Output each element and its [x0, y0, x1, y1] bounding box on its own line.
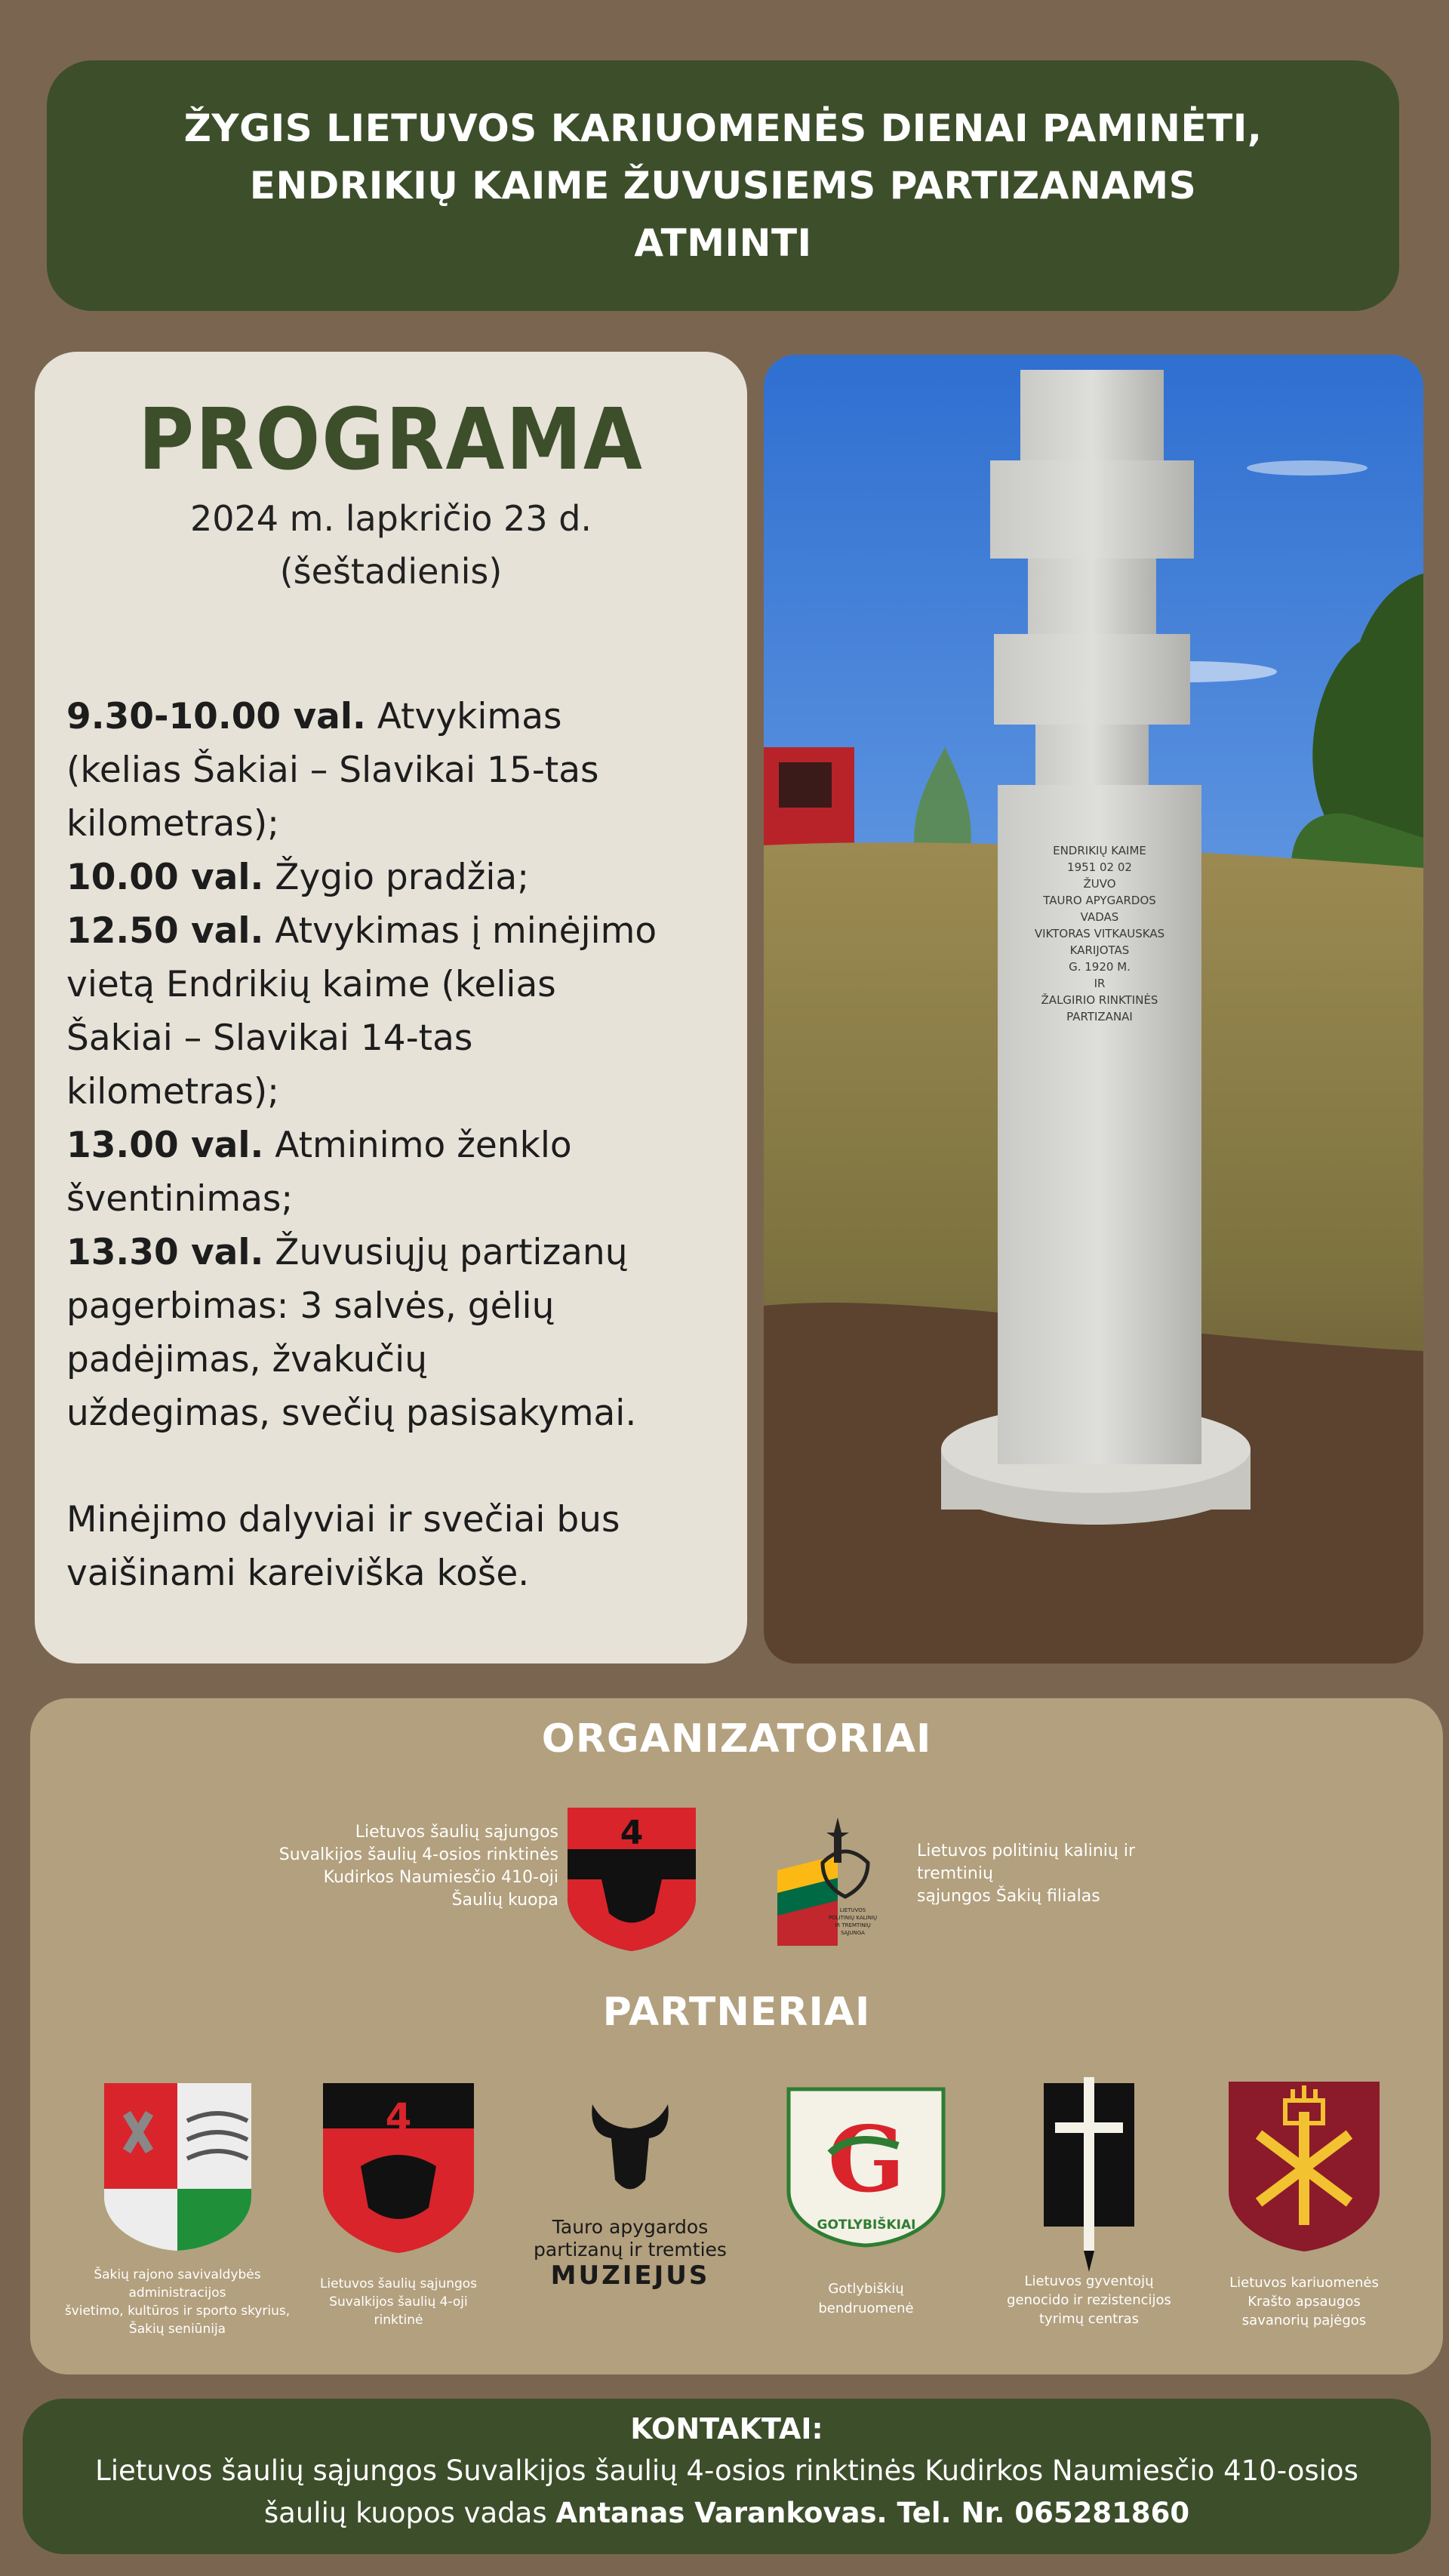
schedule-time: 9.30-10.00 val. — [66, 696, 366, 737]
header-line-2: ENDRIKIŲ KAIME ŽUVUSIEMS PARTIZANAMS — [249, 164, 1197, 208]
partner-label-line: Krašto apsaugos — [1247, 2294, 1361, 2310]
inscription-line: IR — [1094, 977, 1106, 990]
schedule-text: kilometras); — [66, 1071, 279, 1113]
schedule-time: 10.00 val. — [66, 857, 264, 898]
inscription-line: 1951 02 02 — [1067, 860, 1132, 874]
header-line-1: ŽYGIS LIETUVOS KARIUOMENĖS DIENAI PAMINĖTI, — [183, 106, 1263, 150]
svg-text:G: G — [827, 2107, 906, 2213]
partner-kasp-logo — [1229, 2082, 1380, 2251]
inscription-line: VADAS — [1080, 910, 1119, 924]
program-note — [66, 1493, 731, 1600]
organizer-right-text — [917, 1840, 1234, 1908]
inscription-line: KARIJOTAS — [1069, 943, 1130, 957]
schedule-item — [66, 1119, 731, 1226]
partner-label-line: bendruomenė — [818, 2301, 914, 2316]
organizer-left-line: Lietuvos šaulių sąjungos — [355, 1823, 558, 1842]
partner-sakiai-logo — [104, 2083, 251, 2251]
partner-label-line: rinktinė — [374, 2313, 423, 2328]
shield-number: 4 — [620, 1814, 644, 1852]
schedule-time: 13.00 val. — [66, 1125, 264, 1166]
program-card — [35, 352, 747, 1663]
logo-text-line: IR TREMTINIŲ — [835, 1922, 871, 1928]
partner-3-label — [521, 2216, 740, 2291]
schedule-text: kilometras); — [66, 803, 279, 845]
inscription-line: ŽUVO — [1083, 877, 1116, 891]
note-line: vaišinami kareiviška koše. — [66, 1553, 530, 1594]
schedule-text: padėjimas, žvakučių — [66, 1339, 427, 1380]
header-line-3: ATMINTI — [634, 221, 812, 265]
organizer-right-line: sąjungos Šakių filialas — [917, 1887, 1100, 1906]
partner-shauliai-logo — [323, 2083, 474, 2253]
partner-1-label — [53, 2266, 302, 2338]
logo-text: GOTLYBIŠKIAI — [817, 2217, 916, 2233]
schedule-time: 12.50 val. — [66, 910, 264, 952]
program-date-text: 2024 m. lapkričio 23 d. — [189, 498, 592, 539]
partner-label-line: Tauro apygardos — [552, 2216, 709, 2238]
inscription-line: TAURO APYGARDOS — [1043, 894, 1156, 907]
contacts-name-phone: Antanas Varankovas. Tel. Nr. 065281860 — [555, 2497, 1190, 2529]
partner-label-line: Lietuvos kariuomenės — [1229, 2275, 1379, 2291]
inscription-line: ŽALGIRIO RINKTINĖS — [1041, 993, 1158, 1007]
note-line: Minėjimo dalyviai ir svečiai bus — [66, 1499, 620, 1540]
header-banner — [47, 60, 1399, 311]
partner-2-label — [293, 2275, 504, 2329]
program-weekday: (šeštadienis) — [279, 551, 503, 592]
contacts-title: KONTAKTAI: — [630, 2412, 823, 2445]
inscription-line: ENDRIKIŲ KAIME — [1053, 844, 1146, 857]
organizer-right-line: tremtinių — [917, 1864, 993, 1883]
contacts-line-2 — [23, 2492, 1431, 2534]
schedule-text: Atvykimas į minėjimo — [263, 910, 657, 952]
schedule-item — [66, 904, 731, 1119]
partner-4-label — [777, 2279, 955, 2319]
schedule-time: 13.30 val. — [66, 1232, 264, 1273]
partner-gotlybiskiai-logo — [785, 2085, 947, 2248]
partner-label-line: Šakių rajono savivaldybės — [94, 2267, 261, 2282]
schedule-item — [66, 690, 731, 851]
partner-6-label — [1198, 2273, 1410, 2330]
schedule-text: Atminimo ženklo — [263, 1125, 572, 1166]
contacts-line-2-prefix: šaulių kuopos vadas — [263, 2497, 556, 2529]
logo-text-line: POLITINIŲ KALINIŲ — [828, 1915, 878, 1921]
program-date — [35, 492, 747, 598]
schedule-text: Atvykimas — [365, 696, 562, 737]
partner-label-line: Lietuvos gyventojų — [1024, 2273, 1154, 2289]
partner-label-line: administracijos — [128, 2285, 226, 2301]
partner-label-line: Lietuvos šaulių sąjungos — [319, 2276, 478, 2291]
organizer-left-text — [181, 1821, 558, 1912]
inscription-line: PARTIZANAI — [1066, 1010, 1133, 1023]
schedule-text: Žygio pradžia; — [263, 857, 530, 898]
partner-label-line: genocido ir rezistencijos — [1007, 2292, 1171, 2308]
contacts-line-1: Lietuvos šaulių sąjungos Suvalkijos šaulių 4-osios rinktinės Kudirkos Naumiesčio 410-osios — [95, 2454, 1358, 2487]
organizer-right-line: Lietuvos politinių kalinių ir — [917, 1842, 1135, 1860]
partner-museum-bull-icon — [581, 2097, 679, 2202]
logo-text-line: SĄJUNGA — [841, 1930, 865, 1936]
partner-label-line: švietimo, kultūros ir sporto skyrius, — [64, 2304, 291, 2319]
schedule-text: pagerbimas: 3 salvės, gėlių — [66, 1285, 555, 1327]
partner-label-line: Šakių seniūnija — [128, 2322, 226, 2337]
organizer-left-line: Suvalkijos šaulių 4-osios rinktinės — [278, 1845, 558, 1864]
inscription-line: VIKTORAS VITKAUSKAS — [1034, 927, 1165, 940]
schedule-item — [66, 851, 731, 904]
schedule-text: Šakiai – Slavikai 14-tas — [66, 1017, 473, 1059]
shield-number: 4 — [385, 2095, 412, 2139]
political-prisoners-logo — [762, 1810, 891, 1953]
organizer-left-line: Kudirkos Naumiesčio 410-oji — [323, 1868, 558, 1887]
program-title: PROGRAMA — [138, 391, 644, 489]
partner-label-line: Suvalkijos šaulių 4-oji — [329, 2294, 468, 2310]
schedule-text: vietą Endrikių kaime (kelias — [66, 964, 556, 1005]
organizers-title: ORGANIZATORIAI — [541, 1716, 932, 1762]
inscription-line: G. 1920 M. — [1069, 960, 1131, 974]
partners-title: PARTNERIAI — [602, 1990, 871, 2035]
schedule-text: uždegimas, svečių pasisakymai. — [66, 1393, 637, 1434]
partner-5-label — [987, 2272, 1191, 2328]
organizers-partners-card — [30, 1698, 1443, 2374]
partner-label-line: partizanų ir tremties — [534, 2239, 727, 2261]
museum-label: MUZIEJUS — [550, 2261, 710, 2291]
schedule-item — [66, 1226, 731, 1440]
monument-photo — [764, 355, 1423, 1663]
partner-label-line: tyrimų centras — [1038, 2311, 1140, 2327]
partner-label-line: Gotlybiškių — [828, 2281, 904, 2297]
partner-genocide-centre-logo — [1040, 2077, 1138, 2273]
monument-illustration — [764, 355, 1423, 1663]
logo-text-line: LIETUVOS — [839, 1907, 866, 1913]
schedule-text: Žuvusiųjų partizanų — [263, 1232, 628, 1273]
partner-label-line: savanorių pajėgos — [1241, 2313, 1367, 2328]
schedule-list — [66, 690, 731, 1440]
schedule-text: (kelias Šakiai – Slavikai 15-tas — [66, 749, 599, 791]
contacts-footer — [23, 2399, 1431, 2554]
shauliai-shield-logo — [568, 1808, 696, 1951]
schedule-text: šventinimas; — [66, 1178, 294, 1220]
organizer-left-line: Šaulių kuopa — [451, 1891, 558, 1910]
